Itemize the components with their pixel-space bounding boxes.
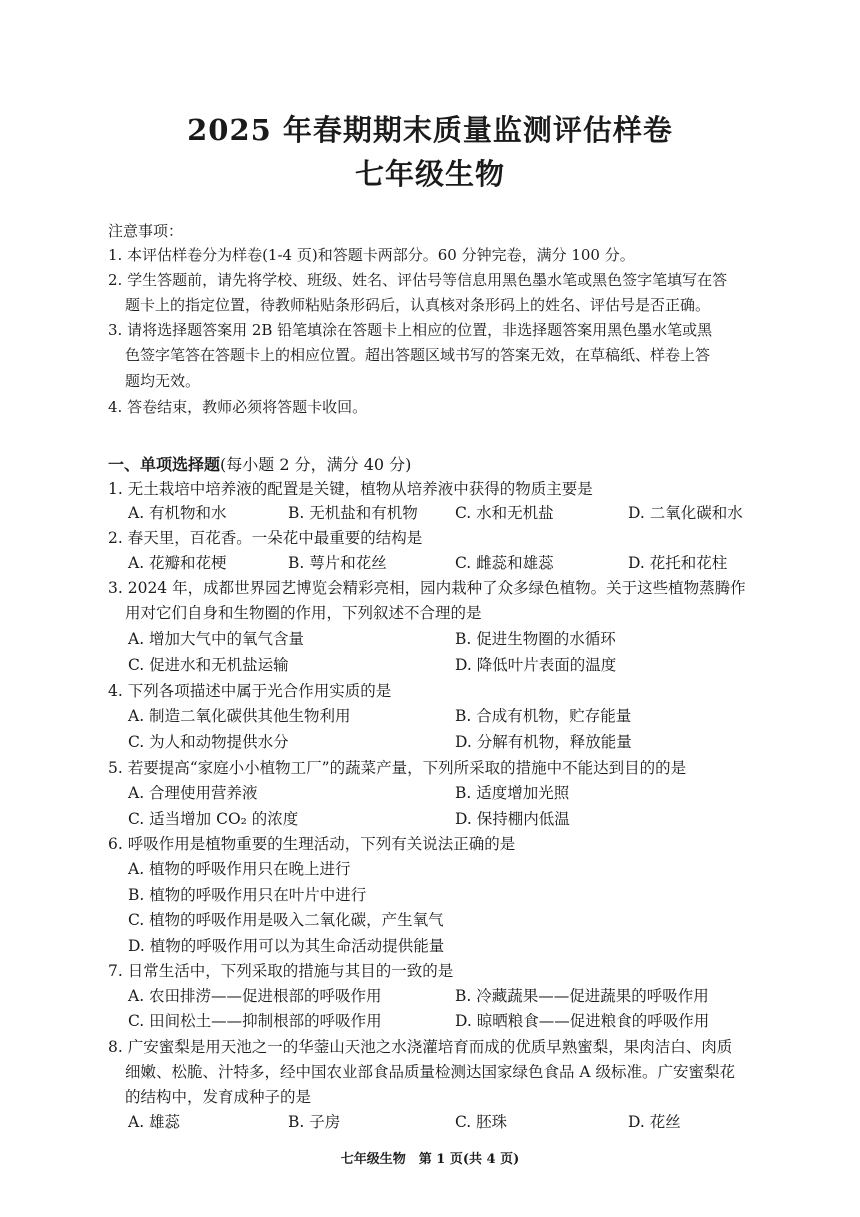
option: B. 无机盐和有机物	[288, 504, 418, 522]
notes-line: 题卡上的指定位置，待教师粘贴条形码后，认真核对条形码上的姓名、评估号是否正确。	[125, 296, 711, 314]
option: B. 促进生物圈的水循环	[455, 630, 616, 648]
section-heading	[108, 452, 411, 475]
option: C. 为人和动物提供水分	[128, 733, 289, 751]
option: C. 胚珠	[455, 1113, 508, 1131]
option: D. 分解有机物，释放能量	[455, 733, 632, 751]
page-footer: 七年级生物 第 1 页(共 4 页)	[340, 1152, 520, 1167]
question-stem: 8. 广安蜜梨是用天池之一的华蓥山天池之水浇灌培育而成的优质早熟蜜梨，果肉洁白、肉质	[108, 1038, 733, 1056]
option: D. 晾晒粮食——促进粮食的呼吸作用	[455, 1012, 710, 1030]
option: D. 花丝	[628, 1113, 681, 1131]
section-title: 一、单项选择题	[108, 455, 221, 474]
option: C. 水和无机盐	[455, 504, 554, 522]
option: A. 植物的呼吸作用只在晚上进行	[128, 860, 351, 878]
notes-line: 3. 请将选择题答案用 2B 铅笔填涂在答题卡上相应的位置，非选择题答案用黑色墨水笔或黑	[108, 321, 713, 339]
question-stem: 7. 日常生活中，下列采取的措施与其目的一致的是	[108, 962, 454, 980]
option: A. 合理使用营养液	[128, 784, 258, 802]
option: C. 雌蕊和雄蕊	[455, 554, 554, 572]
question-stem: 3. 2024 年，成都世界园艺博览会精彩亮相，园内栽种了众多绿色植物。关于这些植物蒸腾作	[108, 579, 746, 597]
notes-line: 1. 本评估样卷分为样卷(1-4 页)和答题卡两部分。60 分钟完卷，满分 100 分。	[108, 246, 635, 264]
option: A. 雄蕊	[128, 1113, 181, 1131]
option: D. 降低叶片表面的温度	[455, 656, 617, 674]
question-stem: 2. 春天里，百花香。一朵花中最重要的结构是	[108, 529, 423, 547]
page-subtitle: 七年级生物	[354, 157, 505, 191]
question-stem: 细嫩、松脆、汁特多，经中国农业部食品质量检测达国家绿色食品 A 级标准。广安蜜梨花	[125, 1063, 736, 1081]
option: D. 植物的呼吸作用可以为其生命活动提供能量	[128, 937, 445, 955]
section-note: (每小题 2 分，满分 40 分)	[220, 455, 412, 474]
notes-heading: 注意事项：	[108, 222, 184, 240]
option: B. 冷藏蔬果——促进蔬果的呼吸作用	[455, 987, 709, 1005]
option: D. 保持棚内低温	[455, 810, 570, 828]
option: C. 田间松土——抑制根部的呼吸作用	[128, 1012, 382, 1030]
option: B. 植物的呼吸作用只在叶片中进行	[128, 886, 367, 904]
option: D. 花托和花柱	[628, 554, 728, 572]
notes-line: 题均无效。	[125, 372, 201, 390]
option: A. 增加大气中的氧气含量	[128, 630, 305, 648]
question-stem: 用对它们自身和生物圈的作用，下列叙述不合理的是	[125, 604, 482, 622]
question-stem: 5. 若要提高“家庭小小植物工厂”的蔬菜产量，下列所采取的措施中不能达到目的的是	[108, 759, 687, 777]
question-stem: 6. 呼吸作用是植物重要的生理活动，下列有关说法正确的是	[108, 835, 516, 853]
option: A. 制造二氧化碳供其他生物利用	[128, 707, 351, 725]
notes-line: 2. 学生答题前，请先将学校、班级、姓名、评估号等信息用黑色墨水笔或黑色签字笔填写在答	[108, 271, 728, 289]
option: C. 促进水和无机盐运输	[128, 656, 289, 674]
option: D. 二氧化碳和水	[628, 504, 743, 522]
option: B. 子房	[288, 1113, 341, 1131]
notes-line: 4. 答卷结束，教师必须将答题卡收回。	[108, 398, 368, 416]
option: C. 植物的呼吸作用是吸入二氧化碳，产生氧气	[128, 911, 444, 929]
question-stem: 1. 无土栽培中培养液的配置是关键，植物从培养液中获得的物质主要是	[108, 480, 593, 498]
option: B. 合成有机物，贮存能量	[455, 707, 632, 725]
option: A. 农田排涝——促进根部的呼吸作用	[128, 987, 382, 1005]
option: A. 花瓣和花梗	[128, 554, 227, 572]
option: B. 萼片和花丝	[288, 554, 387, 572]
option: B. 适度增加光照	[455, 784, 570, 802]
notes-line: 色签字笔答在答题卡上的相应位置。超出答题区域书写的答案无效，在草稿纸、样卷上答	[125, 346, 711, 364]
question-stem: 的结构中，发育成种子的是	[125, 1088, 312, 1106]
page-title: 2025 年春期期末质量监测评估样卷	[187, 113, 673, 147]
question-stem: 4. 下列各项描述中属于光合作用实质的是	[108, 682, 392, 700]
option: C. 适当增加 CO₂ 的浓度	[128, 810, 299, 828]
option: A. 有机物和水	[128, 504, 227, 522]
